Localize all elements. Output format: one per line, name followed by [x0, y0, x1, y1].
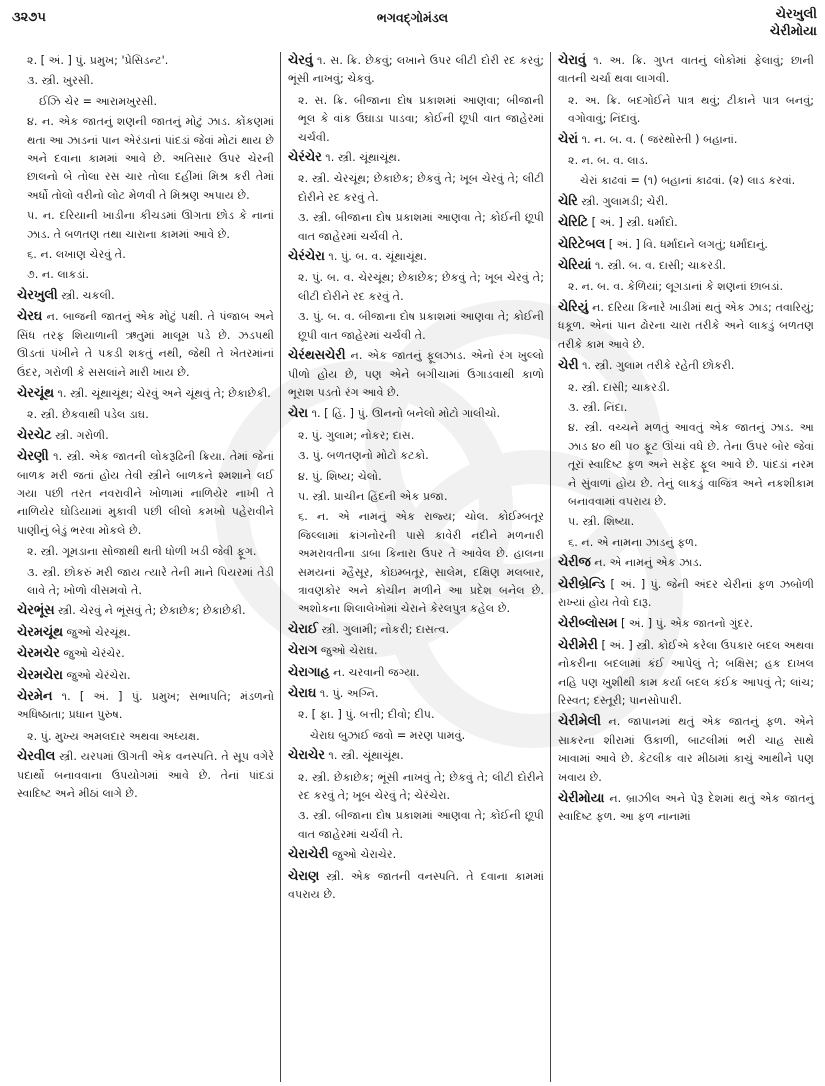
entry-headword: ચેરીમેરી	[558, 637, 598, 653]
dictionary-entry	[17, 667, 274, 685]
entry-definition: ૧. સ્ત્રી. ચૂંથાચૂંથ.	[325, 151, 401, 165]
entry-definition: ન. બ્રાઝીલ અને પેરૂ દેશમાં થતું એક જાતનું સ્વાદિષ્ટ ફળ. આ ફળ નાનામાં	[558, 792, 814, 824]
definition-sense: ૫. ન. દરિયાની ખાડીના કીચડમાં ઊગતા છોડ કે નાનાં ઝાડ. તે બળતણ તથા ચારાના કામમાં આવે છે.	[27, 209, 274, 241]
entry-headword: ચેરમેન	[17, 689, 53, 704]
entry-headword: ચેરિ	[558, 193, 578, 209]
definition-sense: ૨. સ્ત્રી. છેકવાથી પડેલ ડાઘ.	[27, 408, 149, 422]
definition-sense: ૨. પું. ગુલામ; નોકર; દાસ.	[298, 428, 415, 442]
entry-definition: જુઓ ચેરંચેર.	[63, 647, 125, 661]
entry-headword: ચેરા	[288, 406, 308, 422]
entry-definition: [ અં. ] સ્ત્રી. કોઈએ કરેલા ઉપકાર બદલ અથવા નોકરીના બદલામાં કંઈ આપેલું તે; બક્ષિસ; હક દાખલ નહિ પણ ખુશીથી કામ કર્યા બદલ કંઈક આપવું તે; લાંચ; રિસ્વત; દસ્તૂરી; પાનસોપારી.	[558, 638, 815, 707]
entry-headword: ચેરાઘ	[288, 686, 317, 701]
definition-sense: ૩. સ્ત્રી. ખુરસી.	[27, 74, 94, 88]
dictionary-entry	[17, 645, 274, 663]
entry-headword: ચેરવું	[288, 53, 313, 68]
entry-headword: ચેરમચૂંથ	[17, 624, 63, 640]
dictionary-entry	[17, 385, 274, 403]
dictionary-entry	[17, 427, 274, 445]
dictionary-entry	[558, 257, 814, 275]
definition-sense: ૭. ન. લાકડાં.	[27, 268, 89, 282]
dictionary-entry	[288, 868, 544, 905]
definition-sense: ૨. સ્ત્રી. ચેરચૂંથ; છેકાછેક; છેકવું તે; ખૂબ ચેરવું તે; લીટી દોરીને રદ કરવું તે.	[298, 172, 544, 204]
page-header	[0, 0, 825, 46]
entry-definition: ન. જાપાનમાં થતું એક જાતનું ફળ. એને સાકરના શીરામાં ઉકાળી, બાટલીમાં ભરી ચાહ સાથે ખાવામાં આવે છે. કેટલીક વાર મીઠામાં કાચું આથીને પણ ખવાય છે.	[558, 715, 814, 784]
entry-headword: ચેરવીલ	[17, 749, 56, 765]
definition-sense: ૬. ન. એ નામના ઝાડનું ફળ.	[568, 535, 698, 549]
dictionary-entry	[288, 347, 544, 402]
entry-definition: જુઓ ચેરંચેરા.	[66, 668, 131, 682]
entry-definition: ન. એક જાતનું ફૂલઝાડ. એનો રંગ ખુલ્લો પીળો હોય છે, પણ એને બગીચામાં ઉગાડવાથી કાળો ભૂરાશ પડતો રંગ આવે છે.	[288, 349, 544, 399]
entry-headword: ચેરમચેરા	[17, 667, 63, 683]
entry-headword: ચેરાગાહ	[288, 664, 330, 680]
definition-sense: ૫. સ્ત્રી. શિષ્યા.	[568, 515, 635, 529]
definition-sense: ૬. ન. એ નામનું એક રાજ્ય; ચોલ. કોઈમ્બતૂર જિલ્લામાં ક્રાંગનોરની પાસે કાવેરી નદીને મળનારી અમરાવતીના ડાબા કિનારા ઉપર તે આવેલ છે. હાલના સમયનાં મ્હૈસૂર, કોઇમ્બતૂર, સાલેમ, દક્ષિણ મલબાર, ત્રાવણકોર અને કોચીન મળીને આ પ્રદેશ બનેલ છે. અશોકના શિલાલેખોમાં ચેરાને કેરલપુત્ર કહેલ છે.	[298, 510, 544, 616]
entry-headword: ચેરણી	[17, 449, 49, 465]
definition-sense: ૨. સ્ત્રી. છેકાછેક; ભૂંસી નાખવું તે; છેકવું તે; લીટી દોરીને રદ કરવું તે; ખૂબ ચેરવું તે; ચેરંચેરા.	[298, 770, 544, 803]
definition-sense: ૩. સ્ત્રી. બીજાના દોષ પ્રકાશમાં આણવા તે; કોઈની છૂપી વાત જાહેરમાં ચર્ચવી તે.	[298, 211, 544, 243]
dictionary-entry	[558, 576, 814, 613]
dictionary-entry	[288, 846, 544, 864]
definition-sense: ૩. સ્ત્રી. બીજાના દોષ પ્રકાશમાં આણવા તે; કોઈની છૂપી વાત જાહેરમાં ચર્ચવી તે.	[298, 809, 544, 841]
entry-headword: ચેરાવું	[558, 53, 586, 68]
dictionary-entry	[558, 193, 814, 211]
entry-definition: જુઓ ચેરાઘ.	[320, 644, 378, 658]
entry-headword: ચેરાઈ	[288, 621, 318, 637]
dictionary-entry	[558, 236, 814, 254]
definition-sense: ૩. પું. બળતણનો મોટો કટકો.	[298, 449, 429, 463]
dictionary-entry	[288, 248, 544, 266]
definition-sense: ૪. સ્ત્રી. વચ્ચને મળતું આવતું એક જાતનું ઝાડ. આ ઝાડ ૪૦ થી ૫૦ ફૂટ ઊંચાં વધે છે. તેના ઉપર બોર જેવાં તૂરાં સ્વાદિષ્ટ ફળ અને સફેદ ફૂલ આવે છે. પાંદડાં નરમ ને સુંવાળાં હોય છે. તેનું લાકડું વાજિંત્ર અને નકશીકામ બનાવવામાં વપરાય છે.	[568, 421, 814, 508]
guide-word-last: ચેરીમોયા	[769, 24, 817, 39]
dictionary-entry	[17, 308, 274, 382]
entry-headword: ચેરખુલી	[17, 287, 58, 303]
dictionary-entry	[17, 688, 274, 725]
entry-definition: ૧. સ. ક્રિ. છેકવું; લખાને ઉપર લીટી દોરી રદ કરવું; ભૂંસી નાખવું; ચેકવું.	[288, 54, 544, 86]
entry-headword: ચેરચેટ	[17, 427, 52, 443]
entry-definition: ૧. સ્ત્રી. ગુલામ તરીકે રહેતી છોકરી.	[582, 359, 735, 373]
entry-headword: ચેરિયાં	[558, 258, 592, 274]
dictionary-entry	[558, 790, 814, 827]
entry-definition: જુઓ ચેરાચેર.	[332, 848, 397, 862]
entry-definition: સ્ત્રી. ચેરવું ને ભૂંસવું તે; છેકાછેક; છેકાછેકી.	[58, 604, 246, 618]
entry-definition: ૧. સ્ત્રી. બ. વ. દાસી; ચાકરડી.	[594, 259, 726, 273]
dictionary-entry	[558, 637, 814, 711]
dictionary-entry	[288, 747, 544, 765]
entry-headword: ચેરંચેર	[288, 150, 322, 166]
definition-sense: ૬. ન. લખાણ ચેરવું તે.	[27, 248, 126, 262]
entry-definition: [ અં. ] સ્ત્રી. ધર્માદો.	[591, 216, 678, 230]
dictionary-entry	[288, 642, 544, 660]
entry-headword: ચેરાણ	[288, 868, 320, 884]
entry-definition: ન. બાજની જાતનું એક મોટું પક્ષી. તે પંજાબ અને સિંધ તરફ શિયાળાની ઋતુમાં માલૂમ પડે છે. ઝડપથી ઊડતાં પંખીને તે પકડી શકતું નથી, જેથી તે ખેતરમાંનાં ઉંદર, ગરોળી કે સસલાંને મારી ખાય છે.	[17, 310, 274, 379]
entry-headword: ચેરંચેરા	[288, 249, 325, 265]
dictionary-entry	[558, 357, 814, 375]
dictionary-entry	[17, 624, 274, 642]
definition-sense: ૨. સ્ત્રી. ગૂમડાના સોજાથી થતી ધોળી ખડી જેવી ફૂગ.	[27, 545, 257, 559]
column-left	[10, 52, 280, 1082]
entry-headword: ચેરીજ	[558, 555, 591, 571]
definition-sense: ૩. સ્ત્રી. નિંદા.	[568, 400, 628, 414]
dictionary-entry	[17, 287, 274, 305]
entry-headword: ચેરાગ	[288, 643, 318, 659]
entry-definition: ૧. પું. બ. વ. ચૂંથાચૂંથ.	[328, 250, 427, 264]
page-number: ૩૨૭૫	[12, 10, 46, 25]
definition-sense: ૨. ન. બ. વ. કેળિયાં; લૂગડાનાં કે શણનાં છાબડાં.	[568, 280, 784, 294]
dictionary-entry	[17, 602, 274, 620]
entry-definition: ૧. સ્ત્રી. ચૂંથાચૂંથ; ચેરવું અને ચૂંથવું તે; છેકાછેકી.	[57, 386, 271, 400]
entry-definition: જુઓ ચેરચૂંથ.	[66, 625, 131, 639]
definition-sense: ૫. સ્ત્રી. પ્રાચીન હિંદની એક પ્રજા.	[298, 489, 448, 503]
entry-definition: ૧. ન. બ. વ. ( જરથોસ્તી ) બહાનાં.	[581, 132, 738, 146]
definition-sense: ૨. સ્ત્રી. દાસી; ચાકરડી.	[568, 380, 670, 394]
dictionary-entry	[17, 748, 274, 803]
dictionary-entry	[288, 621, 544, 639]
column-right	[550, 52, 820, 1082]
entry-headword: ચેરચૂંથ	[17, 385, 54, 401]
entry-headword: ચેરાચેરી	[288, 847, 329, 863]
definition-sense: ૨. [ ફા. ] પું. બત્તી; દીવો; દીપ.	[298, 708, 435, 722]
entry-definition: સ્ત્રી. ગરોળી.	[55, 428, 109, 442]
idiom-phrase: ચેરાં કાઢવાં = (૧) બહાનાં કાઢવાં. (૨) લાડ કરવાં.	[580, 174, 796, 188]
entry-definition: ન. એ નામનું એક ઝાડ.	[594, 556, 703, 570]
entry-definition: સ્ત્રી. ગુલામડી; ચેરી.	[581, 194, 669, 208]
dictionary-entry	[288, 664, 544, 682]
definition-sense: ૨. પું. મુખ્ય અમલદાર અથવા અધ્યક્ષ.	[27, 729, 200, 743]
entry-definition: સ્ત્રી. એક જાતની વનસ્પતિ. તે દવાના કામમાં વપરાય છે.	[288, 869, 544, 902]
definition-sense: ૩. પું. બ. વ. બીજાના દોષ પ્રકાશમાં આણવા તે; કોઈની છૂપી વાત જાહેરમાં ચર્ચવી તે.	[298, 310, 544, 342]
entry-definition: [ અં. ] વિ. ધર્માદાને લગતું; ધર્માદાનું.	[608, 237, 768, 251]
definition-sense: ૨. સ. ક્રિ. બીજાના દોષ પ્રકાશમાં આણવા; બીજાની ભૂલ કે વાંક ઉઘાડા પાડવા; કોઈની છૂપી વાત જાહેરમાં ચર્ચવી.	[298, 93, 544, 144]
entry-definition: સ્ત્રી. ગુલામી; નોકરી; દાસત્વ.	[321, 622, 450, 636]
idiom-phrase: ચેરાઘ બુઝાઈ જવો = મરણ પામવું.	[310, 728, 466, 742]
entry-definition: સ્ત્રી. યરપમાં ઊગતી એક વનસ્પતિ. તે સૂપ વગેરે પદાર્થો બનાવવાના ઉપયોગમાં આવે છે. તેનાં પાંદડાં સ્વાદિષ્ટ અને મીઠાં લાગે છે.	[17, 750, 274, 801]
entry-headword: ચેરીમેલી	[558, 714, 601, 730]
entry-definition: ૧. [ હિં. ] પું. ઊનનો બનેલો મોટો ગાલીચો.	[311, 407, 501, 421]
entry-headword: ચેરીબ્લોસમ	[558, 616, 618, 632]
definition-sense: ૨. ન. બ. વ. લાડ.	[568, 154, 649, 168]
dictionary-entry	[558, 214, 814, 232]
entry-headword: ચેરિટિ	[558, 215, 589, 231]
entry-headword: ચેરીમોયા	[558, 791, 605, 807]
definition-sense: ૨. પું. બ. વ. ચેરચૂંથ; છેકાછેક; છેકવું તે; ખૂબ ચેરવું તે; લીટી દોરીને રદ કરવું તે.	[298, 271, 544, 303]
column-middle	[280, 52, 550, 1082]
guide-word-first: ચેરખુલી	[775, 7, 817, 22]
entry-definition: ૧. અ. ક્રિ. ગુપ્ત વાતનું લોકોમાં ફેલાવું; છાની વાતની ચર્ચા થવા લાગવી.	[558, 54, 814, 86]
entry-definition: [ અં. ] પું. એક જાતનો ગુંદર.	[620, 617, 754, 631]
dictionary-entry	[558, 615, 814, 633]
book-title: ભગવદ્ગોમંડલ	[376, 10, 449, 25]
entry-headword: ચેરંથસચેરી	[288, 348, 346, 364]
dictionary-entry	[288, 405, 544, 423]
dictionary-entry	[558, 52, 814, 89]
guide-words	[770, 6, 817, 40]
dictionary-columns	[10, 52, 820, 1082]
dictionary-entry	[288, 52, 544, 89]
entry-headword: ચેરીબ્રેન્ડિ	[558, 576, 606, 592]
entry-headword: ચેરમચેર	[17, 646, 60, 662]
definition-sense: ૪. ન. એક જાતનું શણની જાતનું મોટું ઝાડ. કોંકણમાં થતા આ ઝાડનાં પાન એરંડાનાં પાંદડાં જેવાં મોટાં થાય છે અને દવાના કામમાં આવે છે. અતિસાર ઉપર ચેરની છાલનો બે તોલા રસ ચાર તોલા દહીંમાં મિશ્ર કરી તેમાં અર્ધો તોલો વરીનો લોટ મેળવી તે મિશ્રણ અપાય છે.	[27, 115, 274, 202]
dictionary-entry	[17, 448, 274, 540]
dictionary-entry	[558, 713, 814, 787]
entry-definition: સ્ત્રી. ચકલી.	[61, 288, 115, 302]
entry-definition: [ અં. ] પું. જેની અંદર ચેરીનાં ફળ ઝબોળી રાખ્યાં હોય તેવો દારૂ.	[558, 577, 814, 609]
entry-headword: ચેરઘ	[17, 309, 43, 325]
dictionary-entry	[288, 149, 544, 167]
entry-headword: ચેરાચેર	[288, 748, 325, 764]
dictionary-entry	[558, 131, 814, 149]
definition-sense: ૨. [ અં. ] પું. પ્રમુખ; 'પ્રેસિડન્ટ'.	[27, 54, 169, 67]
definition-sense: ૨. અ. ક્રિ. બદગોઈને પાત્ર થવું; ટીકાને પાત્ર બનવું; વગોવાવું; નિંદાવું.	[568, 93, 814, 126]
dictionary-entry	[558, 299, 814, 354]
dictionary-entry	[288, 685, 544, 703]
entry-headword: ચેરી	[558, 358, 579, 374]
definition-sense: ૪. પું. શિષ્ય; ચેલો.	[298, 469, 382, 483]
entry-definition: ૧. સ્ત્રી. ચૂંથાચૂંથ.	[328, 749, 404, 763]
idiom-phrase: ઈઝિ ચેર = આરામખુરસી.	[39, 94, 158, 108]
entry-definition: ૧. સ્ત્રી. એક જાતની લોકરૂઢિની ક્રિયા. તેમાં જેનાં બાળક મરી જતાં હોય તેવી સ્ત્રીને બાળકને શ્મશાને લઈ ગયા પછી તરત નવરાવીને ખોળામાં નાળિયેર નાખી તે નાળિયેર ઘોડિયામાં મુકાવી પછી લીલો કમખો પહેરાવીને પાણીનું બેડું ભરવા મોકલે છે.	[17, 450, 274, 537]
definition-sense: ૩. સ્ત્રી. છોકરું મરી જાય ત્યારે તેની માને પિયરમાં તેડી લાવે તે; ખોળો વીસમવો તે.	[27, 565, 274, 597]
entry-definition: ૧. [ અં. ] પું. પ્રમુખ; સભાપતિ; મંડળનો અધિષ્ઠાતા; પ્રધાન પુરુષ.	[17, 690, 274, 722]
entry-headword: ચેરભૂંસ	[17, 603, 55, 619]
entry-definition: ૧. પું. અગ્નિ.	[319, 687, 379, 700]
entry-headword: ચેરિટેબલ	[558, 236, 606, 252]
entry-definition: ન. ચરવાની જગ્યા.	[333, 665, 420, 679]
entry-headword: ચેરિયું	[558, 299, 589, 315]
entry-headword: ચેરાં	[558, 131, 578, 147]
entry-definition: ન. દરિયા કિનારે ખાડીમાં થતું એક ઝાડ; તવારિયું; ધકૂળ. એનાં પાન ઢોરના ચારા તરીકે અને લાકડું બળતણ તરીકે કામ આવે છે.	[558, 300, 814, 351]
dictionary-entry	[558, 554, 814, 572]
